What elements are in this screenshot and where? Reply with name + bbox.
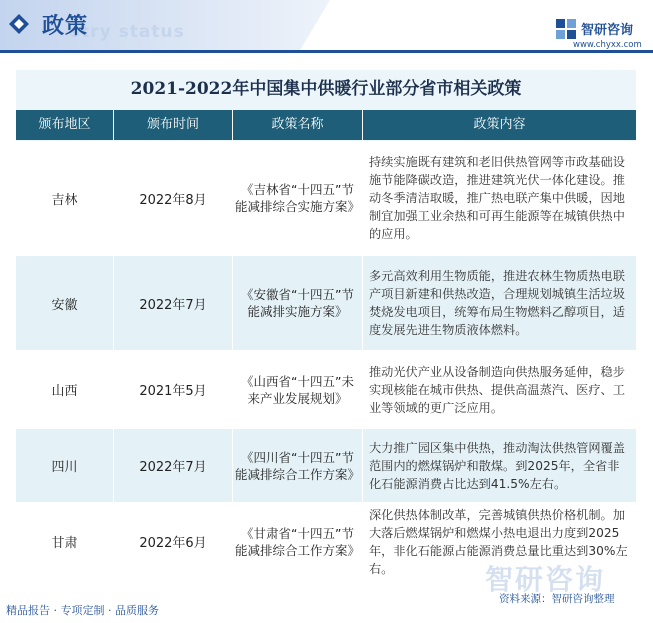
- cell-policy-name: 《甘肃省“十四五”节能减排综合工作方案》: [235, 525, 361, 558]
- column-header-date: 颁布时间: [146, 117, 199, 132]
- brand-url: www.chyxx.com: [573, 40, 642, 50]
- cell-policy-name: 《吉林省“十四五”节能减排综合实施方案》: [235, 182, 361, 214]
- page-title: 政策: [42, 14, 89, 39]
- cell-region: 甘肃: [51, 536, 78, 551]
- page-header: [0, 0, 653, 56]
- header-watermark: stry status: [70, 22, 185, 42]
- column-header-region: 颁布地区: [38, 117, 91, 132]
- cell-date: 2022年7月: [139, 460, 207, 475]
- cell-policy-name: 《安徽省“十四五”节能减排实施方案》: [241, 287, 354, 319]
- table-row: [16, 141, 636, 256]
- cell-date: 2022年8月: [139, 192, 207, 208]
- source-note: 资料来源：智研咨询整理: [499, 593, 615, 605]
- corner-watermark: 智研咨询: [485, 563, 606, 596]
- table-title: 2021-2022年中国集中供暖行业部分省市相关政策: [130, 79, 522, 99]
- cell-policy-content: 大力推广园区集中供热，推动淘汰供热管网覆盖范围内的燃煤锅炉和散煤。到2025年，全省非化石能源消费占比达到41.5%左右。: [369, 440, 625, 491]
- column-divider: [362, 110, 363, 580]
- brand-logo-icon: [555, 18, 577, 40]
- cell-date: 2021年5月: [139, 384, 207, 399]
- cell-policy-content: 持续实施既有建筑和老旧供热管网等市政基础设施节能降碳改造，推进建筑光伏一体化建设。推动冬季清洁取暖，推广热电联产集中供暖，因地制宜加强工业余热和可再生能源等在城镇供热中的应用。: [369, 155, 625, 241]
- cell-region: 吉林: [51, 192, 78, 208]
- cell-date: 2022年6月: [139, 536, 207, 551]
- cell-region: 山西: [51, 384, 78, 399]
- brand-name: 智研咨询: [581, 23, 634, 38]
- column-header-policy-name: 政策名称: [271, 117, 324, 132]
- table-row: [16, 256, 636, 351]
- brand-block: [555, 18, 645, 52]
- cell-policy-content: 多元高效利用生物质能，推进农林生物质热电联产项目新建和供热改造，合理规划城镇生活垃圾焚烧发电项目，统筹布局生物燃料乙醇项目，适度发展先进生物质液体燃料。: [369, 269, 625, 337]
- column-header-policy-content: 政策内容: [473, 117, 526, 132]
- cell-policy-content: 深化供热体制改革，完善城镇供热价格机制。加大落后燃煤锅炉和燃煤小热电退出力度到2025年，非化石能源占能源消费总量比重达到30%左右。: [369, 507, 628, 576]
- policy-table-card: [16, 70, 636, 580]
- table-header-row: [16, 110, 636, 140]
- cell-date: 2022年7月: [139, 297, 207, 313]
- cell-region: 四川: [51, 460, 78, 475]
- cell-policy-content: 推动光伏产业从设备制造向供热服务延伸，稳步实现核能在城市供热、提供高温蒸汽、医疗、工业等领域的更广泛应用。: [369, 364, 625, 415]
- table-row: [16, 429, 636, 503]
- column-divider: [232, 110, 233, 580]
- cell-policy-name: 《山西省“十四五”未来产业发展规划》: [241, 373, 354, 406]
- column-divider: [113, 110, 114, 580]
- table-row: [16, 351, 636, 429]
- section-diamond-icon: [8, 13, 30, 35]
- footer-slogan: 精品报告 · 专项定制 · 品质服务: [6, 604, 159, 617]
- cell-region: 安徽: [51, 297, 78, 313]
- cell-policy-name: 《四川省“十四五”节能减排综合工作方案》: [235, 449, 361, 482]
